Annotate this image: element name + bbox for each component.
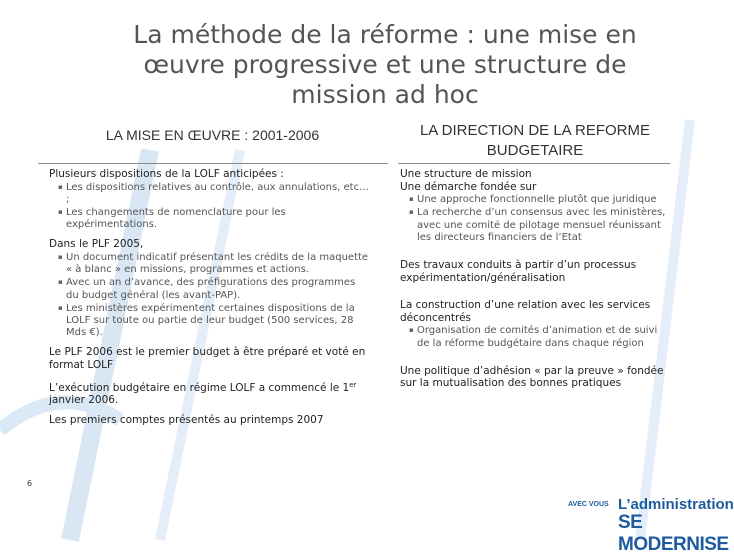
slide-title (100, 20, 670, 110)
title-line-2: œuvre progressive et une structure de (143, 50, 627, 79)
left-para-2-bullet-1: ▪ Un document indicatif présentant les crédits de la maquette « à blanc » en missions, programmes et actions. (53, 251, 371, 276)
modernisation-logo (568, 496, 734, 555)
left-para-2: Dans le PLF 2005, (49, 238, 144, 251)
right-para-1-bullet-2: ▪ La recherche d’un consensus avec les ministères, avec une comité de pilotage mensuel réunissant les directeurs financiers de l’Etat (404, 206, 670, 244)
left-para-4 (49, 379, 371, 407)
right-divider (398, 163, 670, 164)
right-para-4: Une politique d’adhésion « par la preuve » fondée sur la mutualisation des bonnes pratiques (400, 364, 664, 390)
right-para-1b: Une démarche fondée sur (400, 180, 537, 193)
left-para-4-text: L’exécution budgétaire en régime LOLF a commencé le 1 (49, 381, 350, 394)
left-column-body (49, 168, 371, 426)
right-para-1a: Une structure de mission (400, 168, 532, 180)
left-divider (38, 163, 388, 164)
left-para-1-bullet-1: ▪ Les dispositions relatives au contrôle, aux annulations, etc… ; (53, 181, 371, 206)
right-para-3-bullet-1: ▪ Organisation de comités d’animation et de suivi de la réforme budgétaire dans chaque région (404, 324, 670, 349)
left-para-1: Plusieurs dispositions de la LOLF anticipées : (49, 168, 284, 180)
right-column-heading: LA DIRECTION DE LA REFORME BUDGETAIRE (419, 122, 651, 159)
left-para-3: Le PLF 2006 est le premier budget à être préparé et voté en format LOLF (49, 346, 366, 372)
left-para-5: Les premiers comptes présentés au printemps 2007 (49, 413, 324, 426)
left-para-2-bullet-3: ▪ Les ministères expérimentent certaines dispositions de la LOLF sur toute ou partie de leur budget (500 services, 28 Mds €). (53, 302, 371, 340)
right-para-2: Des travaux conduits à partir d’un processus expérimentation/généralisation (400, 259, 637, 284)
title-line-1: La méthode de la réforme : une mise en (133, 20, 637, 49)
left-column-heading: LA MISE EN ŒUVRE : 2001-2006 (105, 127, 320, 143)
left-para-4-sup: er (349, 380, 357, 389)
left-para-4-text-end: janvier 2006. (49, 394, 119, 407)
left-para-1-bullet-2: ▪ Les changements de nomenclature pour les expérimentations. (53, 206, 371, 231)
logo-avec-vous: AVEC VOUS (568, 501, 609, 508)
right-para-1-bullet-1: ▪ Une approche fonctionnelle plutôt que juridique (404, 193, 670, 206)
page-number: 6 (27, 479, 33, 488)
right-para-3: La construction d’une relation avec les services déconcentrés (400, 299, 651, 324)
title-line-3: mission ad hoc (291, 80, 479, 109)
logo-administration: L’administration (618, 496, 734, 513)
logo-se-modernise: SE MODERNISE (618, 512, 729, 555)
left-para-2-bullet-2: ▪ Avec un an d’avance, des préfigurations des programmes du budget général (les avant-PAP). (53, 276, 371, 301)
right-column-body (400, 168, 670, 390)
